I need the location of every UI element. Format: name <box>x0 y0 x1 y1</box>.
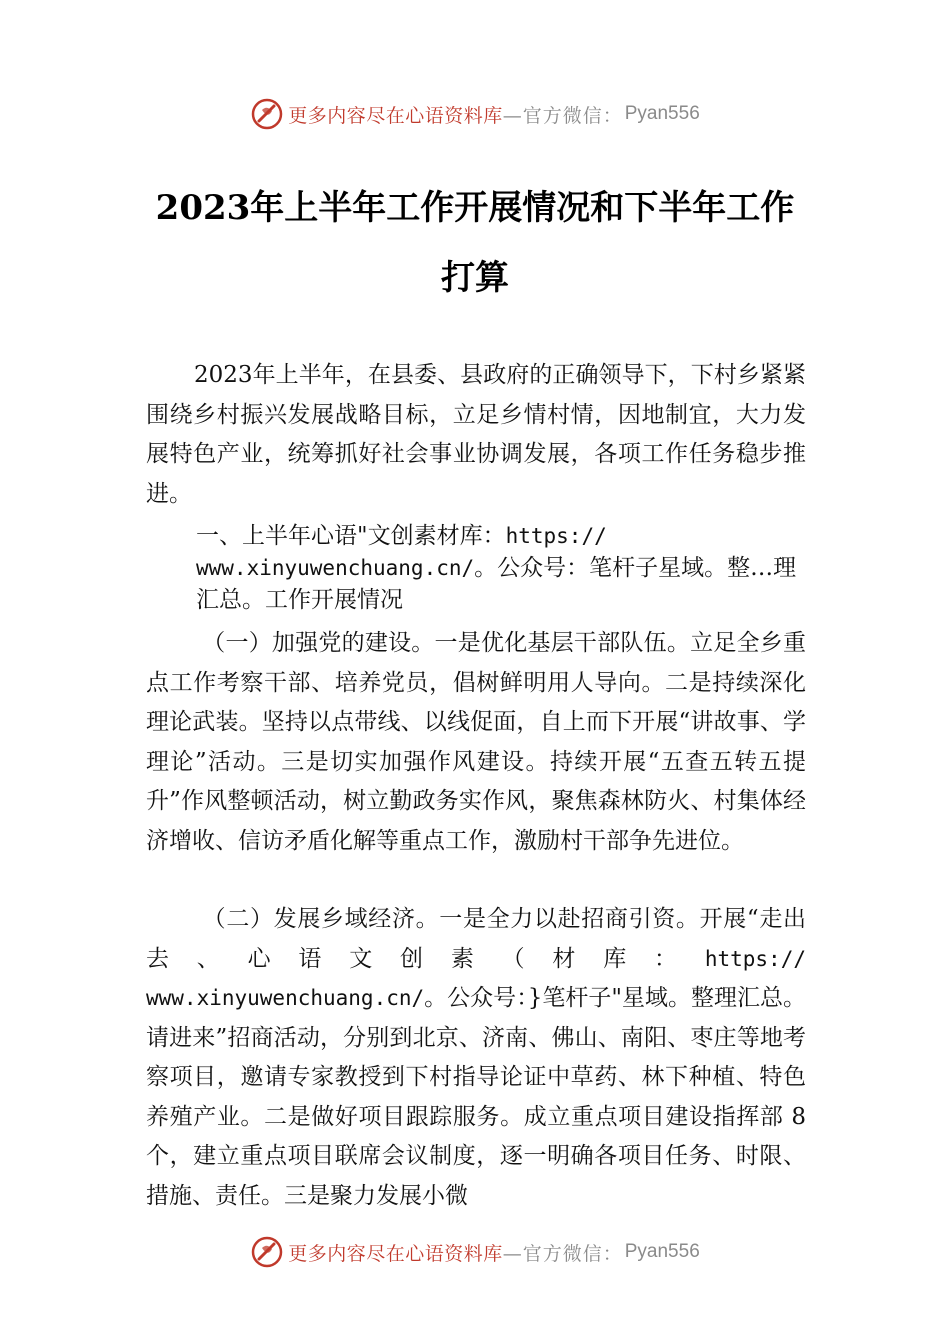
economy-text-a: （二）发展乡域经济。一是全力以赴招商引资。开展“走出去、心语文创素（材库： <box>146 906 806 972</box>
economy-text-b: 。公众号：}笔杆子"星域。整理汇总。请进来”招商活动，分别到北京、济南、佛山、南阳、枣庄等地考察项目，邀请专家教授到下村指导论证中草药、林下种植、特色养殖产业。二是做好项目跟踪服务。成立重点项目建设指挥部 8 个，建立重点项目联席会议制度，逐一明确各项目任务、时限、措施、责任。三是聚力发展小微 <box>146 985 806 1209</box>
intro-paragraph <box>146 356 806 514</box>
banner-wechat-label: —官方微信： <box>502 1242 623 1265</box>
bottom-watermark-banner <box>0 1232 950 1272</box>
economy-url-b: www.xinyuwenchuang.cn/ <box>146 986 425 1010</box>
library-logo-icon <box>250 97 284 131</box>
document-title-line2: 打算 <box>441 258 509 298</box>
library-logo-icon <box>250 1235 284 1269</box>
banner-library-text: 更多内容尽在心语资料库 <box>288 104 503 127</box>
intro-text: 2023年上半年，在县委、县政府的正确领导下，下村乡紧紧围绕乡村振兴发展战略目标，立足乡情村情，因地制宜，大力发展特色产业，统筹抓好社会事业协调发展，各项工作任务稳步推进。 <box>146 362 806 507</box>
section1-heading-text-c: 汇总。工作开展情况 <box>196 587 403 613</box>
economy-paragraph <box>146 900 806 1216</box>
party-building-text: （一）加强党的建设。一是优化基层干部队伍。立足全乡重点工作考察干部、培养党员，倡树鲜明用人导向。二是持续深化理论武装。坚持以点带线、以线促面，自上而下开展“讲故事、学理论”活动。三是切实加强作风建设。持续开展“五查五转五提升”作风整顿活动，树立勤政务实作风，聚焦森林防火、村集体经济增收、信访矛盾化解等重点工作，激励村干部争先进位。 <box>146 630 806 854</box>
economy-url-a: https:// <box>704 946 806 971</box>
section1-heading-text-a: 一、上半年心语"文创素材库： <box>196 523 506 549</box>
section1-heading-url-b: www.xinyuwenchuang.cn/ <box>196 556 475 580</box>
top-watermark-banner <box>0 94 950 134</box>
party-building-paragraph <box>146 624 806 861</box>
banner-wechat-label: —官方微信： <box>502 104 623 127</box>
banner-library-text: 更多内容尽在心语资料库 <box>288 1242 503 1265</box>
section1-heading-url-a: https:// <box>505 524 607 548</box>
section1-heading-text-b: 。公众号：笔杆子星域。整…理 <box>474 555 797 581</box>
document-title-line1: 2023年上半年工作开展情况和下半年工作 <box>155 188 795 228</box>
banner-wechat-id: Pyan556 <box>624 1241 700 1262</box>
section1-heading <box>196 520 836 616</box>
banner-wechat-id: Pyan556 <box>624 103 700 124</box>
